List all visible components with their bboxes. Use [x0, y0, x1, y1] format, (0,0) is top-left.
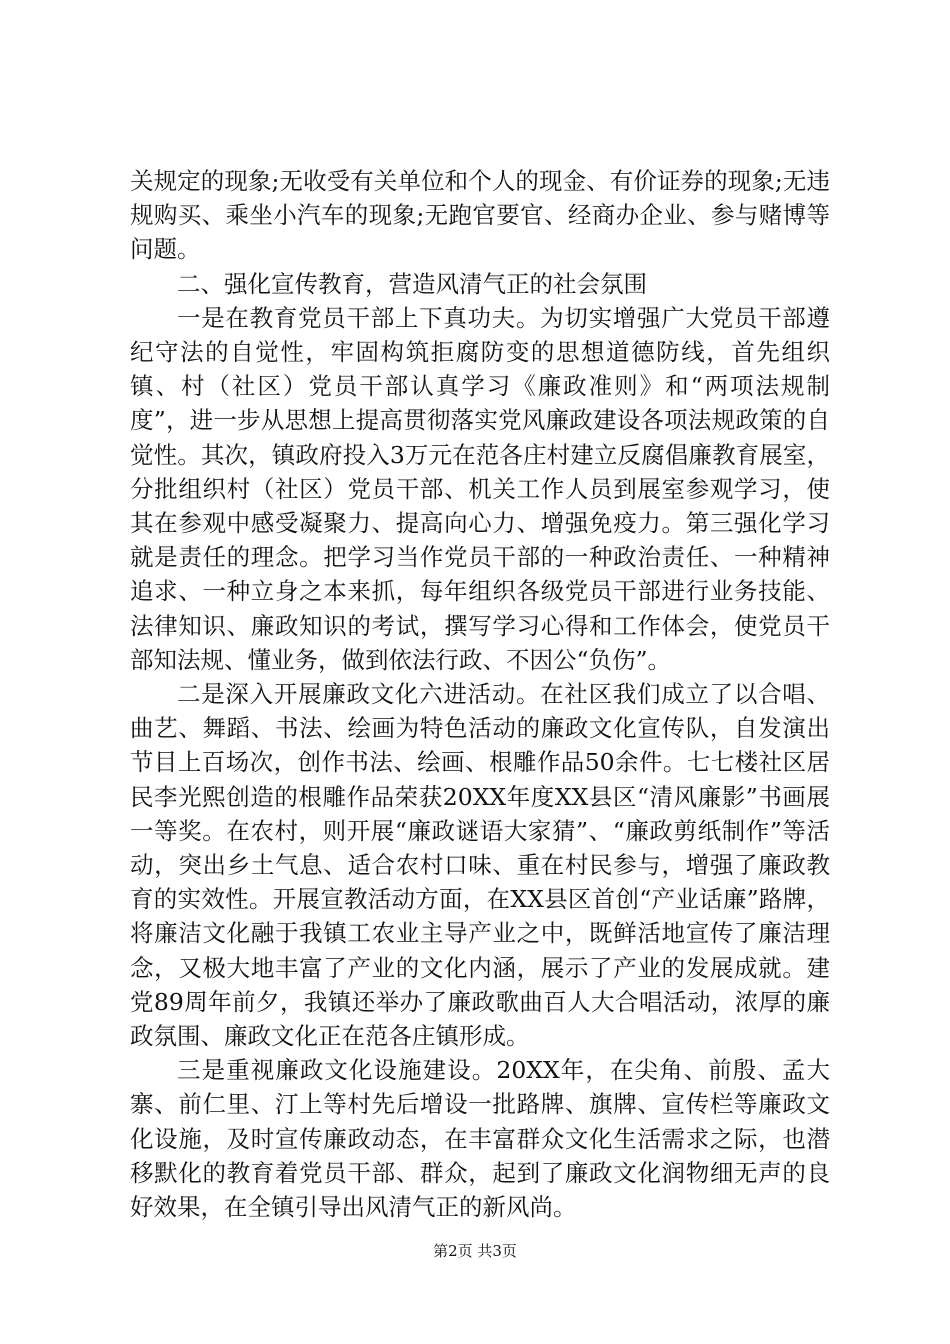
paragraph-continuation: 关规定的现象;无收受有关单位和个人的现金、有价证券的现象;无违规购买、乘坐小汽车的现象;无跑官要官、经商办企业、参与赌博等问题。 — [130, 167, 830, 264]
document-body — [130, 164, 830, 1224]
section-heading: 二、强化宣传教育，营造风清气正的社会氛围 — [177, 269, 647, 298]
page-number-footer: 第2页 共3页 — [433, 1242, 517, 1260]
paragraph-facilities: 三是重视廉政文化设施建设。20XX年，在尖角、前殷、孟大寨、前仁里、汀上等村先后增设一批路牌、旗牌、宣传栏等廉政文化设施，及时宣传廉政动态，在丰富群众文化生活需求之际，也潜移默化的教育着党员干部、群众，起到了廉政文化润物细无声的良好效果，在全镇引导出风清气正的新风尚。 — [130, 1056, 830, 1222]
paragraph-culture-activities: 二是深入开展廉政文化六进活动。在社区我们成立了以合唱、曲艺、舞蹈、书法、绘画为特色活动的廉政文化宣传队，自发演出节目上百场次，创作书法、绘画、根雕作品50余件。七七楼社区居民李光熙创造的根雕作品荣获20XX年度XX县区“清风廉影”书画展一等奖。在农村，则开展“廉政谜语大家猜”、“廉政剪纸制作”等活动，突出乡土气息、适合农村口味、重在村民参与，增强了廉政教育的实效性。开展宣教活动方面，在XX县区首创“产业话廉”路牌，将廉洁文化融于我镇工农业主导产业之中，既鲜活地宣传了廉洁理念，又极大地丰富了产业的文化内涵，展示了产业的发展成就。建党89周年前夕，我镇还举办了廉政歌曲百人大合唱活动，浓厚的廉政氛围、廉政文化正在范各庄镇形成。 — [130, 680, 830, 1051]
paragraph-education: 一是在教育党员干部上下真功夫。为切实增强广大党员干部遵纪守法的自觉性，牢固构筑拒腐防变的思想道德防线，首先组织镇、村（社区）党员干部认真学习《廉政准则》和“两项法规制度”，进一步从思想上提高贯彻落实党风廉政建设各项法规政策的自觉性。其次，镇政府投入3万元在范各庄村建立反腐倡廉教育展室，分批组织村（社区）党员干部、机关工作人员到展室参观学习，使其在参观中感受凝聚力、提高向心力、增强免疫力。第三强化学习就是责任的理念。把学习当作党员干部的一种政治责任、一种精神追求、一种立身之本来抓，每年组织各级党员干部进行业务技能、法律知识、廉政知识的考试，撰写学习心得和工作体会，使党员干部知法规、懂业务，做到依法行政、不因公“负伤”。 — [130, 303, 830, 674]
